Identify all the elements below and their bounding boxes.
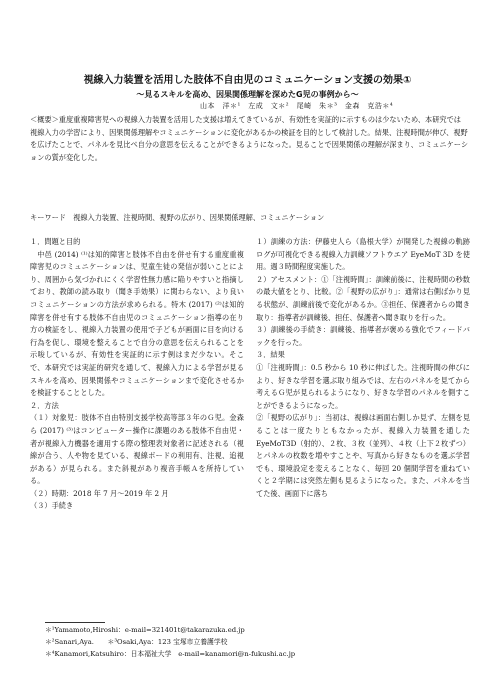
paper-title: 視線入力装置を活用した肢体不自由児のコミュニケーション支援の効果① — [83, 75, 412, 86]
body-paragraph: （２）時期：2018 年 7 月～2019 年 2 月 — [30, 488, 169, 498]
body-paragraph: ②「視野の広がり」：当初は、視線は画面右側しか見ず、左側を見ることは一度たりともなかったが、視線入力装置を通した EyeMoT3D（射的）、２枚、３枚（並列）、４枚（上下２枚ずつ）とパネルの枚数を増やすことや、写真から好きなものを選ぶ学習でも、環境設定を変えることなく、毎回 20 個間学習を重ねていくと２学期には突然左側も見るようになった。また、パネルを当てた後、画面下に落ち — [256, 413, 470, 498]
section-heading-results: ３．結果 — [256, 350, 285, 360]
right-column — [256, 236, 470, 500]
footnote: ＊²Sanari,Aya. ＊³Osaki,Aya：123 宝塚市立養護学校 — [45, 638, 228, 646]
footnote-rule — [45, 622, 105, 623]
body-paragraph: ①「注視時間」：0.5 秒から 10 秒に伸ばした。注視時間の伸びにより、好きな学習を選ぶ取り組みでは、左右のパネルを見てから考えるＧ児が見られるようになり、好きな学習のパネルを側すことができるようになった。 — [256, 362, 470, 410]
section-heading-intro: １．問題と目的 — [30, 237, 81, 246]
author-line: 山本 洋＊¹ 左成 文＊² 尾崎 朱＊³ 金森 克浩＊⁴ — [200, 102, 394, 110]
keywords: キーワード 視線入力装置、注視時間、視野の広がり、因果関係理解、コミュニケーション — [30, 213, 325, 222]
abstract: ＜概要＞重度重複障害児への視線入力装置を活用した支援は増えてきているが、有効性を実証的に示すものは少ないため、本研究では視線入力の学習により、因果関係理解やコミュニケーションに変化があるかの検証を目的として検討した。結果、注視時間が伸び、視野を広げたことで、パネルを見比べ自分の意思を伝えることができるようになった。見ることで因果関係の理解が深まり、コミュニケーションの質が変化した。 — [30, 115, 469, 162]
footnotes — [45, 624, 465, 660]
paper-subtitle: ～見るスキルを高め、因果関係理解を深めたG児の事例から～ — [136, 90, 359, 99]
body-paragraph: 中邑 (2014) ⁽¹⁾は知的障害と肢体不自由を併せ有する重度重複障害児のコミュニケーションは、児童生徒の発信が弱いことにより、周囲から気づかれにくく学習性無力感に陥りやすいと指摘しており、教師の読み取り（聞き手効果）に関わらない、より良いコミュニケーションの方法が求められる。特木 (2017) ⁽²⁾は知的障害を併せ有する肢体不自由児のコミュニケーション指導の在り方の検証をし、視線入力装置の使用で子どもが画面に目を向ける行為を促し、環境を整えることで自分の意思を伝えられることを示唆しているが、有効性を実証的に示す例はまだ少ない。そこで、本研究では実証的研究を通して、視線入力による学習が見るスキルを高め、因果関係やコミュニケーションまで変化させるかを検証することとした。 — [30, 249, 244, 398]
footnote: ＊¹Yamamoto,Hiroshi：e-mail=321401t@takarazuka.ed.jp — [45, 626, 245, 634]
body-paragraph: （３）手続き — [30, 501, 74, 511]
body-paragraph: （１）対象児：肢体不自由特別支援学校高等部３年のＧ児。金森ら (2017) ⁽³⁾はコンピューター操作に課題のある肢体不自由児・者が視線入力機器を適用する際の整理表対象者に記述される（視線が合う、人や物を見ている、視線ボードの利用有、注視、追視がある）が見られる。また斜視があり複音手帳Ａを所持している。 — [30, 413, 244, 486]
body-paragraph: ２）アセスメント：①「注視時間」：訓練前後に、注視時間の秒数の最大値をとり、比較。②「視野の広がり」：通常は右側ばかり見る状態が、訓練前後で変化があるか。③担任、保護者からの聞き取り：指導者が訓練後、担任、保護者へ聞き取りを行った。 — [256, 274, 470, 322]
left-column — [30, 236, 244, 513]
footnote: ＊⁴Kanamori,Katsuhiro：日本福祉大学 e-mail=kanamori@n-fukushi.ac.jp — [45, 650, 296, 658]
body-paragraph: ３）訓練後の手続き：訓練後、指導者が褒める強化でフィードバックを行った。 — [256, 325, 470, 347]
section-heading-method: ２．方法 — [30, 400, 59, 410]
body-paragraph: １）訓練の方法：伊藤史人ら（島根大学）が開発した視線の軌跡ログが可視化できる視線入力訓練ソフトウエア EyeMoT 3D を使用。週３時間程度実施した。 — [256, 237, 470, 272]
